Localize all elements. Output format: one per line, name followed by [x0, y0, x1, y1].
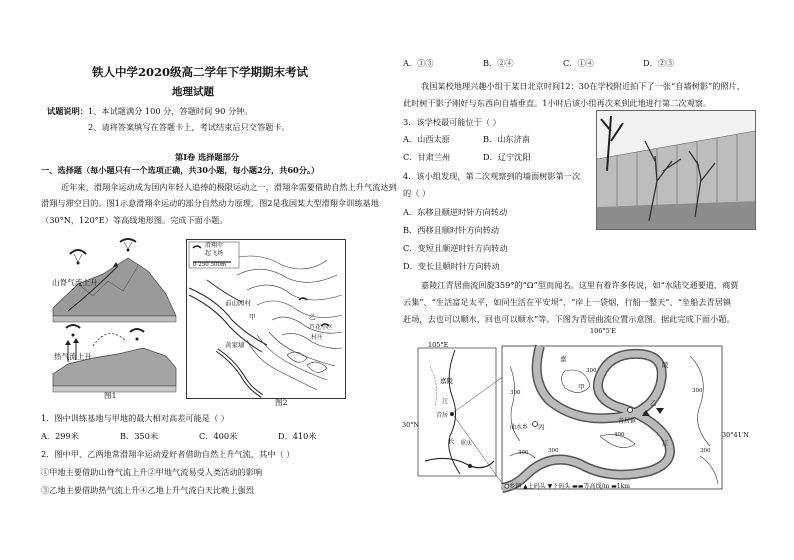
place-jia-map: 甲: [578, 383, 585, 391]
town-qingju: 青居镇: [618, 418, 637, 425]
passage1-line2: 滑翔与滞空目的。图1示意滑翔伞运动的部分自然动力原理，图2是我国某大型滑翔伞训练基地: [41, 198, 379, 208]
figure-2-map: [186, 239, 346, 399]
instruction-line-2: 2、请将答案填写在答题卡上，考试结束后只交答题卡。: [88, 122, 290, 132]
contour-label-1: 300: [510, 390, 521, 396]
place-jia: 甲: [249, 313, 256, 321]
q3-option-c: C．甘肃兰州: [403, 152, 451, 162]
qingju-meander-map: [400, 326, 758, 496]
passage2-line2: 此时树干影子刚好与东西向自墙垂直。1小时后该小组再次来到此地进行第二次观察。: [403, 98, 712, 108]
place-yi: 乙: [309, 313, 316, 321]
part1-title: 第Ⅰ卷 选择题部分: [175, 152, 239, 162]
inset-jialing: 嘉陵: [440, 377, 453, 385]
q2-item-1: ①甲地主要借助山脊气流上升②甲地气流易受人类活动的影响: [41, 467, 263, 477]
contour-label-6: 300: [518, 450, 529, 456]
q3-option-a: A．山西太原: [403, 134, 450, 144]
lat-3041: 30°41′N: [722, 431, 749, 439]
q1-option-a: A．299米: [41, 431, 79, 441]
inset-chongqing: 重庆: [460, 440, 473, 447]
place-village: 村庄: [311, 334, 324, 341]
q2-stem: 2．图中甲、乙两地常滑翔伞运动爱好者借助自然上升气流，其中（ ）: [41, 449, 295, 459]
q4-stem-1: 4．该小组发现，第二次观察到的墙面树影第一次: [403, 171, 581, 181]
scale-bar: 0 250 500m: [193, 262, 227, 268]
wall-shadow-photo: [596, 110, 756, 230]
q4-option-a: A．东移且顺逆时针方向转动: [403, 207, 508, 217]
passage3-line1: 嘉陵江青居曲流回旋359°的“Ω”型而闻名。这里有着许多传说，如“水陆交通要道，商贾: [421, 280, 739, 290]
q4-option-b: B．西移且顺时针方向转动: [403, 225, 500, 235]
lat-30: 30°N: [402, 421, 420, 429]
map-legend: ○乡镇 ▲上码头 ▼下码头 ▬▬等高线/m ▬1km: [504, 483, 630, 490]
legend-title: 滑翔伞: [205, 242, 224, 249]
passage1-line3: （30°N，120°E）等高线地形图。完成下面小题。: [41, 215, 228, 225]
passage2-line1: 我国某校地理兴趣小组于某日北京时间12：30在学校附近拍下了一张“自墙树影”的照片，: [421, 81, 745, 91]
exam-subtitle: 地理试题: [172, 86, 214, 98]
passage3-line2: 云集”、“生活富足太平，如同生活在平安坝”、“岸上一袋烟，行船一整天”、“坐船去青居镇: [403, 297, 732, 307]
place-luhua: 芦花小区: [309, 324, 334, 331]
q3-option-b: B．山东济南: [483, 134, 530, 144]
place-bing: 丙: [538, 423, 545, 431]
q2-item-2: ③乙地主要借助热气流上升④乙地上升气流白天比晚上强烈: [41, 485, 254, 495]
q3-stem: 3．该学校最可能位于（ ）: [403, 117, 501, 127]
place-qianshan: 前山园村: [225, 299, 251, 307]
place-qushui: 曲水乡: [510, 424, 529, 431]
instruction-line-1: 1、本试题满分 100 分，答题时间 90 分钟。: [88, 106, 253, 116]
q1-option-c: C．400米: [199, 431, 238, 441]
river-ling: 陵: [662, 361, 669, 369]
legend-sub: 起飞场: [205, 250, 224, 257]
lon-105: 105°E: [428, 341, 449, 349]
q4-stem-2: 的（ ）: [403, 188, 431, 198]
contour-label-4: 300: [700, 448, 711, 454]
q2-option-a: A．①③: [403, 58, 434, 68]
inset-qingju: 青居: [436, 412, 449, 419]
contour-label-3: 300: [692, 388, 703, 394]
inset-jiang: 江: [442, 397, 449, 405]
contour-label-5: 400: [614, 432, 625, 438]
figure-1: [48, 236, 180, 400]
label-thermal-lift: 热气流上升: [54, 352, 92, 361]
place-huangjiadai: 黄家埭: [225, 341, 245, 349]
place-yi-map: 乙: [650, 399, 657, 407]
q1-option-b: B．350米: [120, 431, 159, 441]
exam-title: 铁人中学2020级高二学年下学期期末考试: [92, 65, 309, 79]
passage1-line1: 近年来，滑翔伞运动成为国内年轻人追捧的极限运动之一，滑翔伞需要借助自然上升气流达到: [61, 182, 397, 192]
q1-stem: 1．图中训练基地与甲地的最大相对高差可能是（ ）: [41, 413, 229, 423]
q2-option-c: C．①④: [563, 58, 594, 68]
section-title: 一、选择题（每小题只有一个选项正确，共30小题，每小题2分，共60分。）: [41, 165, 320, 175]
figure-1-caption: 图1: [104, 391, 117, 400]
passage3-line3: 赶场，去也可以顺水，回也可以顺水”等。下图为青居曲流位置示意图。据此完成下面小题。: [403, 314, 735, 324]
inset-changjiang: 长: [448, 437, 455, 445]
q3-option-d: D．辽宁沈阳: [483, 152, 531, 162]
label-ridge-lift: 山脊气流上升: [52, 278, 98, 287]
river-jia: 嘉: [560, 355, 567, 363]
q4-option-c: C．变短且顺逆时针方向转动: [403, 243, 508, 253]
contour-label-7: 300: [548, 448, 559, 454]
figure-2-caption: 图2: [275, 398, 288, 407]
contour-label-2: 300: [586, 368, 597, 374]
instructions-label: 试题说明：: [47, 106, 88, 116]
q1-option-d: D．410米: [278, 431, 317, 441]
q2-option-d: D．②③: [643, 58, 675, 68]
q2-option-b: B．②④: [483, 58, 514, 68]
river-jiang: 江: [662, 439, 669, 447]
lon-106: 106°5′E: [590, 327, 617, 335]
q4-option-d: D．变长且顺时针方向转动: [403, 261, 500, 271]
